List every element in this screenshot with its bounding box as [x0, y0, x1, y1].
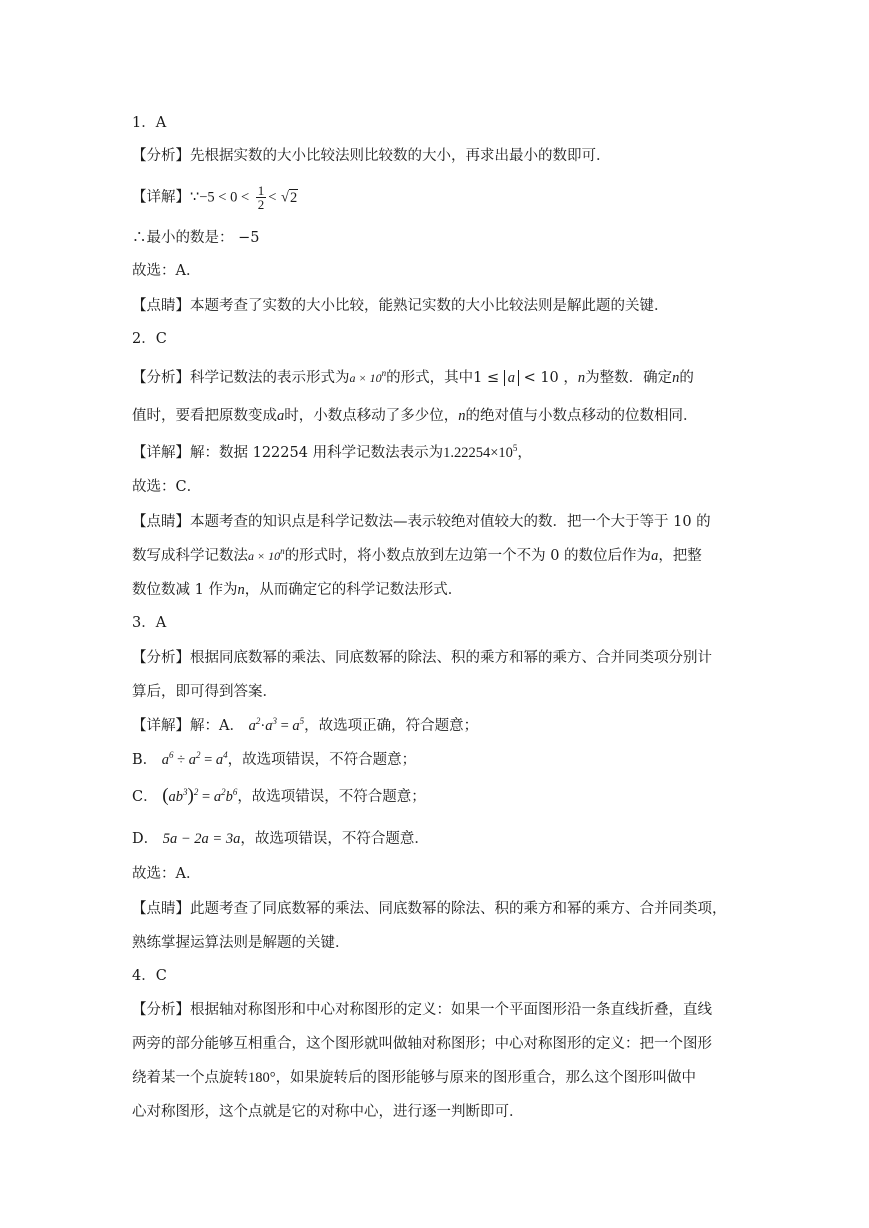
q2-detail-value — [443, 445, 517, 461]
q3-a-label: 解：A． — [190, 718, 244, 734]
fraction-numerator: 1 — [257, 183, 265, 198]
q3-d — [132, 829, 429, 849]
q2-detail — [132, 443, 532, 463]
detail-tag: 【详解】 — [132, 718, 190, 734]
q1-min-line: ∴最小的数是： −5 — [132, 230, 260, 246]
form-exp: n — [381, 368, 387, 378]
q2-var-n: n — [458, 408, 466, 424]
q2-choose: 故选：C． — [132, 479, 202, 495]
comment-tag: 【点睛】 — [132, 901, 190, 917]
q3-analysis-line1 — [132, 648, 712, 668]
q2-comment-l2b: 的形式时，将小数点放到左边第一个不为 0 的数位后作为 — [284, 548, 652, 564]
q3-d-expr: 5a − 2a = 3a — [162, 831, 241, 847]
q2-analysis-line1 — [132, 368, 694, 388]
q2-detail-a: 解：数据 122254 用科学记数法表示为 — [190, 445, 444, 461]
q2-var-a: a — [277, 408, 285, 424]
analysis-tag: 【分析】 — [132, 148, 190, 164]
q3-a-expr: $a^2\cdot a^3 = a^5$ — [248, 716, 305, 734]
q4-analysis-l3b: ，如果旋转后的图形能够与原来的图形重合，那么这个图形叫做中 — [275, 1070, 697, 1086]
fraction-denominator: 2 — [257, 197, 265, 212]
q3-comment-line2: 熟练掌握运算法则是解题的关键． — [132, 935, 350, 951]
q3-c-expr: $(ab^3)^2 = a^2b^6$ — [162, 785, 238, 806]
detail-tag: 【详解】 — [132, 189, 190, 206]
abs-a: a — [504, 370, 519, 386]
analysis-tag: 【分析】 — [132, 370, 190, 386]
q2-comment-line3 — [132, 580, 462, 600]
analysis-tag: 【分析】 — [132, 650, 190, 666]
sqrt-radicand: 2 — [290, 189, 298, 206]
q2-analysis-l2b: 时，小数点移动了多少位， — [284, 408, 459, 424]
q2-comment-l2c: ，把整 — [658, 548, 702, 564]
q3-b-label: B． — [132, 752, 158, 768]
form-base: a × 10 — [248, 549, 281, 563]
q3-comment-line1 — [132, 899, 727, 919]
q1-comment — [132, 296, 669, 316]
value-base: 1.22254×10 — [443, 445, 513, 461]
q2-n: n — [577, 370, 586, 386]
q2-answer: 2．C — [132, 331, 167, 347]
q3-a-end: ，故选项正确，符合题意； — [304, 718, 479, 734]
q4-analysis-l3a: 绕着某一个点旋转 — [132, 1070, 248, 1086]
q4-analysis-line2: 两旁的部分能够互相重合，这个图形就叫做轴对称图形；中心对称图形的定义：把一个图形 — [132, 1036, 712, 1052]
q3-b-end: ，故选项错误，不符合题意； — [227, 752, 417, 768]
q2-comment-l1: 本题考查的知识点是科学记数法—表示较绝对值较大的数．把一个大于等于 10 的 — [190, 514, 711, 530]
q2-n2: n — [672, 370, 680, 386]
q1-choose: 故选：A． — [132, 263, 201, 279]
sqrt-two: √2 — [281, 189, 298, 206]
q3-c-end: ，故选项错误，不符合题意； — [237, 789, 426, 805]
q1-detail — [132, 184, 298, 211]
q4-analysis-line3 — [132, 1068, 696, 1088]
q2-comment-form — [248, 546, 285, 563]
q3-c-label: C． — [132, 789, 158, 805]
q2-analysis-form — [349, 368, 387, 385]
q1-detail-lt: < — [268, 189, 277, 206]
comment-tag: 【点睛】 — [132, 514, 190, 530]
q1-answer: 1．A — [132, 115, 167, 131]
q3-choose: 故选：A． — [132, 866, 201, 882]
form-base: a × 10 — [349, 371, 382, 385]
comment-tag: 【点睛】 — [132, 298, 190, 314]
analysis-tag: 【分析】 — [132, 1002, 190, 1018]
q4-analysis-line4: 心对称图形，这个点就是它的对称中心，进行逐一判断即可． — [132, 1104, 524, 1120]
q3-d-label: D． — [132, 831, 159, 847]
q2-comment-l3b: ，从而确定它的科学记数法形式． — [244, 582, 463, 598]
q2-comment-var-n: n — [237, 582, 245, 598]
q3-analysis-line2: 算后，即可得到答案． — [132, 684, 277, 700]
q1-analysis — [132, 146, 611, 166]
q3-d-end: ，故选项错误，不符合题意． — [240, 831, 429, 847]
q2-analysis-e: 的 — [679, 370, 694, 386]
q3-b — [132, 750, 416, 770]
q2-comment-line2 — [132, 546, 702, 566]
q3-analysis-l1: 根据同底数幂的乘法、同底数幂的除法、积的乘方和幂的乘方、合并同类项分别计 — [190, 650, 712, 666]
q2-detail-end: ， — [517, 445, 532, 461]
q3-answer: 3．A — [132, 615, 167, 631]
q4-analysis-l1: 根据轴对称图形和中心对称图形的定义：如果一个平面图形沿一条直线折叠，直线 — [190, 1002, 712, 1018]
q2-analysis-b: 的形式，其中1 ≤ — [386, 370, 500, 386]
q4-analysis-line1 — [132, 1000, 712, 1020]
value-exp: 5 — [512, 443, 518, 453]
q2-comment-line1 — [132, 512, 711, 532]
q3-detail-a — [132, 716, 478, 736]
q2-analysis-a: 科学记数法的表示形式为 — [190, 370, 350, 386]
form-exp: n — [280, 546, 285, 556]
q1-analysis-text: 先根据实数的大小比较法则比较数的大小，再求出最小的数即可． — [190, 148, 611, 164]
q3-c — [132, 786, 426, 807]
q2-comment-l3a: 数位数减 1 作为 — [132, 582, 238, 598]
q1-comment-text: 本题考查了实数的大小比较，能熟记实数的大小比较法则是解此题的关键． — [190, 298, 669, 314]
q2-analysis-d: 为整数．确定 — [585, 370, 673, 386]
q4-angle: 180° — [248, 1070, 276, 1086]
q2-analysis-l2a: 值时，要看把原数变成 — [132, 408, 277, 424]
fraction-one-half — [256, 184, 267, 211]
q2-analysis-l2c: 的绝对值与小数点移动的位数相同． — [465, 408, 698, 424]
q2-comment-var-a: a — [651, 548, 659, 564]
q1-detail-inequality: ∵−5 < 0 < — [190, 189, 250, 206]
q2-analysis-line2 — [132, 406, 698, 426]
q4-answer: 4．C — [132, 968, 167, 984]
q3-comment-l1: 此题考查了同底数幂的乘法、同底数幂的除法、积的乘方和幂的乘方、合并同类项， — [190, 901, 727, 917]
q2-analysis-c: < 10 ， — [523, 370, 578, 386]
q3-b-expr: $a^6 \div a^2 = a^4$ — [161, 750, 228, 768]
detail-tag: 【详解】 — [132, 445, 190, 461]
q2-comment-l2a: 数写成科学记数法 — [132, 548, 248, 564]
